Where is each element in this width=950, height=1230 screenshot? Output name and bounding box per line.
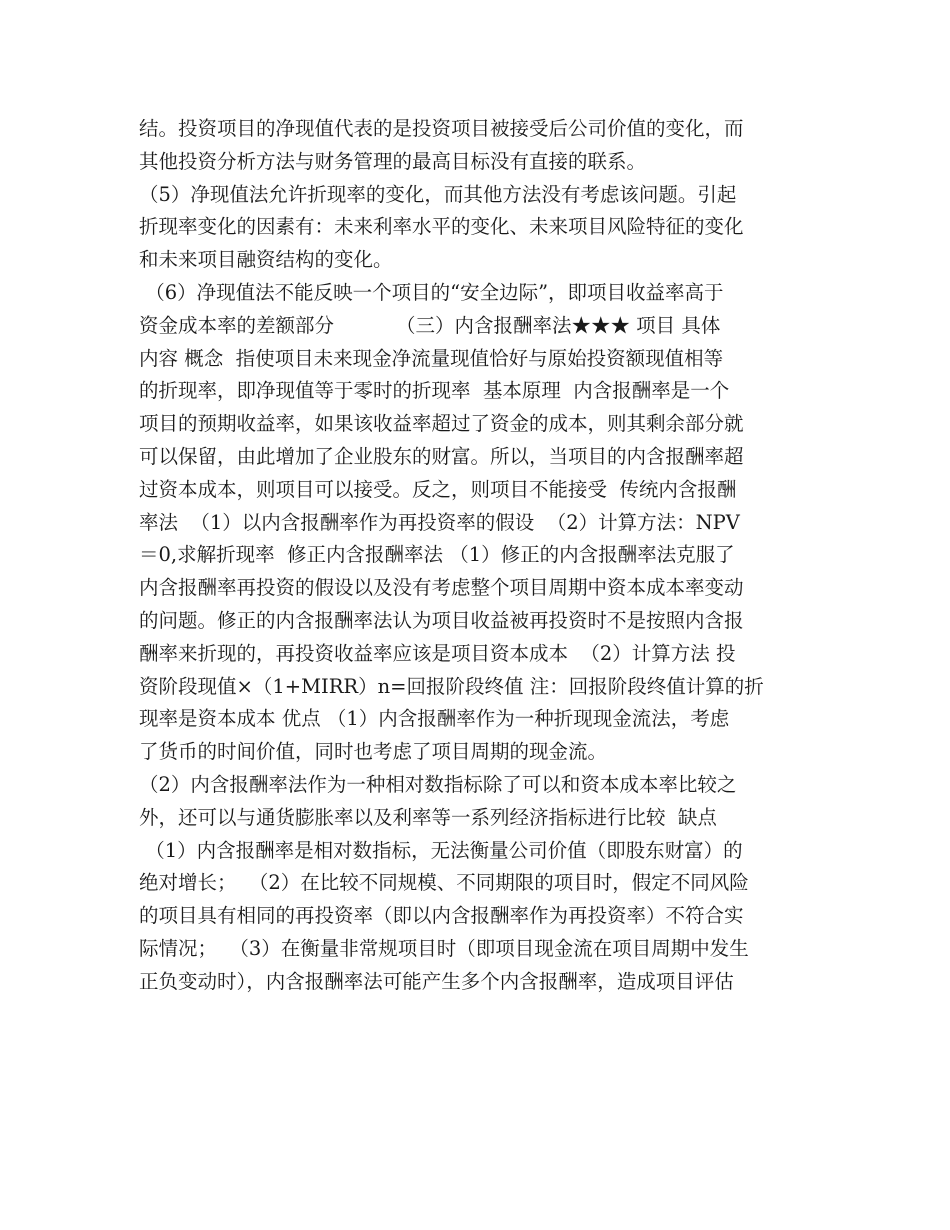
text-line: 可以保留，由此增加了企业股东的财富。所以，当项目的内含报酬率超 [139, 444, 744, 468]
text-line: 正负变动时），内含报酬率法可能产生多个内含报酬率，造成项目评估 [139, 969, 734, 993]
body-text [139, 113, 819, 999]
text-line: 现率是资本成本 优点 （1）内含报酬率作为一种折现现金流法，考虑 [139, 707, 730, 731]
text-line: 的折现率，即净现值等于零时的折现率 基本原理 内含报酬率是一个 [139, 379, 730, 403]
text-line: 和未来项目融资结构的变化。 [139, 248, 393, 272]
text-line: 外，还可以与通货膨胀率以及利率等一系列经济指标进行比较 缺点 [139, 805, 717, 829]
text-line: 其他投资分析方法与财务管理的最高目标没有直接的联系。 [139, 149, 647, 173]
text-line: 际情况； （3）在衡量非常规项目时（即项目现金流在项目周期中发生 [139, 936, 749, 960]
text-line: 资金成本率的差额部分 （三）内含报酬率法★★★ 项目 具体 [139, 313, 721, 337]
text-line: 的问题。修正的内含报酬率法认为项目收益被再投资时不是按照内含报 [139, 608, 744, 632]
text-line: 项目的预期收益率，如果该收益率超过了资金的成本，则其剩余部分就 [139, 412, 744, 436]
text-line: 内容 概念 指使项目未来现金净流量现值恰好与原始投资额现值相等 [139, 346, 724, 370]
text-line: 酬率来折现的，再投资收益率应该是项目资本成本 （2）计算方法 投 [139, 641, 736, 665]
text-line: （2）内含报酬率法作为一种相对数指标除了可以和资本成本率比较之 [139, 772, 737, 796]
text-line: ＝0,求解折现率 修正内含报酬率法 （1）修正的内含报酬率法克服了 [139, 543, 735, 567]
text-line: 绝对增长； （2）在比较不同规模、不同期限的项目时，假定不同风险 [139, 871, 749, 895]
text-line: （1）内含报酬率是相对数指标，无法衡量公司价值（即股东财富）的 [139, 838, 743, 862]
text-line: 资阶段现值×（1+MIRR）n=回报阶段终值 注：回报阶段终值计算的折 [139, 674, 764, 698]
text-line: 率法 （1）以内含报酬率作为再投资率的假设 （2）计算方法：NPV [139, 510, 740, 534]
text-line: 的项目具有相同的再投资率（即以内含报酬率作为再投资率）不符合实 [139, 904, 744, 928]
text-line: （5）净现值法允许折现率的变化，而其他方法没有考虑该问题。引起 [139, 182, 737, 206]
text-line: 折现率变化的因素有：未来利率水平的变化、未来项目风险特征的变化 [139, 215, 744, 239]
text-line: （6）净现值法不能反映一个项目的“安全边际”，即项目收益率高于 [139, 280, 724, 304]
text-line: 内含报酬率再投资的假设以及没有考虑整个项目周期中资本成本率变动 [139, 576, 744, 600]
text-line: 过资本成本，则项目可以接受。反之，则项目不能接受 传统内含报酬 [139, 477, 737, 501]
text-line: 结。投资项目的净现值代表的是投资项目被接受后公司价值的变化，而 [139, 117, 744, 140]
text-line: 了货币的时间价值，同时也考虑了项目周期的现金流。 [139, 740, 608, 764]
